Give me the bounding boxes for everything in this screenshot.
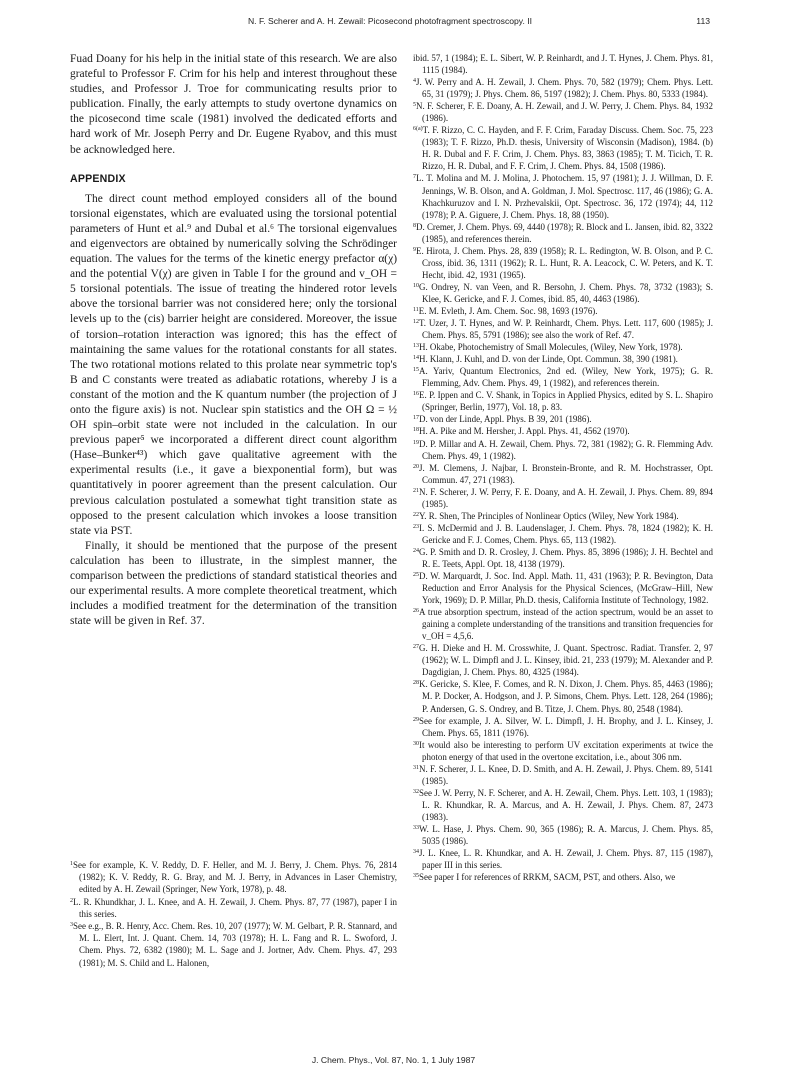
reference-number: 18: [413, 427, 419, 434]
appendix-heading: APPENDIX: [70, 172, 126, 185]
appendix-paragraph-2: Finally, it should be mentioned that the purpose of the present calculation has been to illustrate, in the simplest manner, the comparison between the predictions of standard statistical theories and our experimental results. A more complete theoretical treatment, which includes a modified treatment for the determination of the transition state will be given in Ref. 37.: [70, 539, 397, 628]
reference-number: 30: [413, 740, 419, 747]
reference-text: J. L. Knee, L. R. Khundkar, and A. H. Zewail, J. Chem. Phys. 87, 115 (1987), paper III in this series.: [419, 848, 713, 871]
reference-entry: [413, 172, 713, 220]
left-footnotes: [70, 859, 397, 969]
running-header: [70, 16, 710, 30]
reference-number: 10: [413, 282, 419, 289]
reference-number: 25: [413, 572, 419, 579]
reference-number: 28: [413, 680, 419, 687]
reference-number: 15: [413, 367, 419, 374]
reference-text: E. P. Ippen and C. V. Shank, in Topics in Applied Physics, edited by S. L. Shapiro (Springer, Berlin, 1977), Vol. 18, p. 83.: [419, 390, 713, 413]
reference-number: 24: [413, 547, 419, 554]
reference-text: J. M. Clemens, J. Najbar, I. Bronstein-Bronte, and R. M. Hochstrasser, Opt. Commun. 47, 271 (1983).: [419, 462, 713, 485]
reference-number: 19: [413, 439, 419, 446]
reference-text: D. Cremer, J. Chem. Phys. 69, 4440 (1978); R. Block and L. Jansen, ibid. 82, 3322 (1985), and references therein.: [416, 221, 713, 244]
reference-entry: [413, 739, 713, 763]
reference-entry: [413, 715, 713, 739]
reference-number: 27: [413, 644, 419, 651]
reference-text: A. Yariv, Quantum Electronics, 2nd ed. (Wiley, New York, 1975); G. R. Flemming, Adv. Chem. Phys. 49, 1 (1982), and references therein.: [419, 366, 713, 389]
reference-entry: [413, 76, 713, 100]
reference-text: D. P. Millar and A. H. Zewail, Chem. Phys. 72, 381 (1982); G. R. Flemming Adv. Chem. Phys. 49, 1 (1982).: [419, 438, 713, 461]
reference-entry: [413, 546, 713, 570]
reference-text: L. R. Khundkhar, J. L. Knee, and A. H. Zewail, J. Chem. Phys. 87, 77 (1987), paper I in this series.: [73, 896, 397, 919]
reference-text: N. F. Scherer, J. W. Perry, F. E. Doany, and A. H. Zewail, J. Phys. Chem. 89, 894 (1985).: [419, 486, 713, 509]
reference-entry: [413, 823, 713, 847]
reference-text: A true absorption spectrum, instead of the action spectrum, would be an asset to gaining a complete understanding of the transitions and transition frequencies for v_OH = 4,5,6.: [419, 607, 713, 642]
reference-number: 21: [413, 487, 419, 494]
reference-entry: [413, 100, 713, 124]
reference-text: E. Hirota, J. Chem. Phys. 28, 839 (1958); R. L. Redington, W. B. Olson, and P. C. Cross, ibid. 36, 1311 (1962); R. L. Hunt, R. A. Leacock, C. W. Peters, and K. T. Hecht, ibid. 42, 1931 (1965).: [416, 245, 713, 280]
reference-text: N. F. Scherer, F. E. Doany, A. H. Zewail, and J. W. Perry, J. Chem. Phys. 84, 1932 (1986).: [416, 101, 713, 124]
reference-entry: [413, 281, 713, 305]
reference-entry: [413, 606, 713, 642]
reference-entry: [413, 438, 713, 462]
reference-number: 16: [413, 391, 419, 398]
reference-number: 17: [413, 415, 419, 422]
reference-text: L. T. Molina and M. J. Molina, J. Photochem. 15, 97 (1981); J. J. Willman, D. F. Jennings, W. B. Olson, and A. Goldman, J. Mol. Spectrosc. 117, 46 (1986); G. A. Khachkuruzov and I. N. Przhevalskii, Opt. Spectrosc. 36, 172 (1974); 44, 112 (1978); P. A. Giguere, J. Chem. Phys. 18, 88 (1950).: [416, 173, 713, 220]
reference-number: 12: [413, 319, 419, 326]
reference-number: 34: [413, 849, 419, 856]
reference-text: N. F. Scherer, J. L. Knee, D. D. Smith, and A. H. Zewail, J. Phys. Chem. 89, 5141 (1985).: [419, 763, 713, 786]
reference-number: 23: [413, 523, 419, 530]
page-number: 113: [696, 16, 710, 26]
reference-number: 11: [413, 306, 419, 313]
reference-entry: [413, 353, 713, 365]
reference-entry: [413, 678, 713, 714]
reference-text: H. A. Pike and M. Hersher, J. Appl. Phys. 41, 4562 (1970).: [419, 426, 630, 437]
reference-entry: [413, 510, 713, 522]
reference-text: H. Okabe, Photochemistry of Small Molecules, (Wiley, New York, 1978).: [419, 342, 683, 353]
reference-text: Y. R. Shen, The Principles of Nonlinear Optics (Wiley, New York 1984).: [419, 510, 679, 521]
journal-footer: J. Chem. Phys., Vol. 87, No. 1, 1 July 1987: [311, 1055, 476, 1065]
reference-text: It would also be interesting to perform UV excitation experiments at twice the photon energy of that used in the overtone excitation, i.e., about 306 nm.: [419, 739, 713, 762]
reference-number: 1: [70, 861, 73, 867]
reference-number: 29: [413, 716, 419, 723]
reference-entry: [413, 365, 713, 389]
reference-number: 2: [70, 897, 73, 904]
reference-entry: [413, 221, 713, 245]
reference-text: W. L. Hase, J. Phys. Chem. 90, 365 (1986); R. A. Marcus, J. Chem. Phys. 85, 5035 (1986).: [419, 824, 713, 847]
running-title: N. F. Scherer and A. H. Zewail: Picosecond photofragment spectroscopy. II: [247, 16, 533, 26]
reference-number: 32: [413, 788, 419, 795]
reference-entry: [413, 570, 713, 606]
reference-text: G. P. Smith and D. R. Crosley, J. Chem. Phys. 85, 3896 (1986); J. H. Bechtel and R. E. Teets, Appl. Opt. 18, 4138 (1979).: [419, 546, 713, 569]
reference-number: 8: [413, 222, 416, 229]
reference-text: See for example, K. V. Reddy, D. F. Heller, and M. J. Berry, J. Chem. Phys. 76, 2814 (1982); K. V. Reddy, R. G. Bray, and M. J. Berry, in Advances in Laser Chemistry, edited by A. H. Zewail (Springer, New York, 1978), p. 48.: [73, 860, 397, 895]
reference-text: I. S. McDermid and J. B. Laudenslager, J. Chem. Phys. 78, 1824 (1982); K. H. Gericke and F. J. Comes, Chem. Phys. 65, 113 (1982).: [419, 522, 713, 545]
reference-number: 35: [413, 873, 419, 880]
reference-text: See e.g., B. R. Henry, Acc. Chem. Res. 10, 207 (1977); W. M. Gelbart, P. R. Stannard, and M. L. Elert, Int. J. Quant. Chem. 14, 703 (1978); H. L. Fang and R. L. Swoford, J. Chem. Phys. 72, 6382 (1980); M. L. Sage and J. Jortner, Adv. Chem. Phys. 47, 293 (1981); M. S. Child and L. Halonen,: [73, 921, 397, 968]
reference-number: 3: [70, 922, 73, 929]
left-column: [70, 52, 397, 629]
reference-number: 13: [413, 343, 419, 350]
reference-entry: [70, 920, 397, 969]
reference-entry: [413, 787, 713, 823]
reference-entry: [413, 522, 713, 546]
reference-text: D. von der Linde, Appl. Phys. B 39, 201 (1986).: [419, 414, 592, 425]
appendix-paragraph-1: The direct count method employed considers all of the bound torsional eigenstates, which are evaluated using the torsional potential parameters of Hunt et al.⁹ and Dubal et al.⁶ The torsional eigenvalues and eigenvectors are obtained by numerically solving the Schrödinger equation. The values for the terms of the kinetic energy prefactor α(χ) and the potential V(χ) are given in Table I for the ground and v_OH = 5 torsional potentials. The issue of treating the hindered rotor levels above the torsional barrier was not considered here; only the torsional levels up to the (cis) barrier height are considered. Moreover, the issue of torsion–rotation interaction was ignored; this has the effect of maintaining the same values for the rotational constants for all states. The two rotational motions related to this prolate near symmetric top's B and C constants were treated as adiabatic rotations, whereby J is a constant of the motion and the K quantum number (the projection of J onto the figure axis) is not. Nuclear spin statistics and the OH Ω = ½ OH spin–orbit state were not included in the calculation. In our previous paper⁵ we incorporated a different direct count algorithm (Hase–Bunker⁴³) which gave qualitative agreement with the experimental results (i.e., it gave a biexponential form), but was quantitatively in poorer agreement than the present calculation. Our previous calculation postulated a somewhat tight transition state as opposed to the present calculation which invokes a loose transition state via PST.: [70, 192, 397, 537]
reference-number: 31: [413, 764, 419, 771]
reference-entry: [413, 389, 713, 413]
reference-text: See J. W. Perry, N. F. Scherer, and A. H. Zewail, Chem. Phys. Lett. 103, 1 (1983); L. R. Khundkar, R. A. Marcus, and A. H. Zewail, J. Phys. Chem. 87, 2473 (1983).: [419, 787, 713, 822]
reference-entry: [413, 462, 713, 486]
acknowledgment-paragraph: Fuad Doany for his help in the initial state of this research. We are also grateful to Professor F. Crim for his help and interest throughout these studies, and Professor J. Troe for communicating results prior to publication. Finally, the early attempts to study overtone dynamics on the picosecond time scale (1981) involved the dedicated efforts and hard work of Mr. Joseph Perry and Dr. Eugene Ryabov, and this must be acknowledged here.: [70, 53, 397, 156]
reference-list: [413, 52, 713, 883]
reference-entry: [70, 859, 397, 896]
reference-entry: [413, 847, 713, 871]
reference-number: 20: [413, 463, 419, 470]
reference-text: K. Gericke, S. Klee, F. Comes, and R. N. Dixon, J. Chem. Phys. 85, 4463 (1986); M. P. Docker, A. Hodgson, and J. P. Simons, Chem. Phys. Lett. 128, 264 (1986); P. Andersen, G. S. Ondrey, and B. Titze, J. Chem. Phys. 80, 2548 (1984).: [419, 679, 713, 714]
reference-entry: [413, 871, 713, 883]
reference-number: 6(a): [413, 126, 423, 133]
reference-text: H. Klann, J. Kuhl, and D. von der Linde, Opt. Commun. 38, 390 (1981).: [419, 354, 678, 365]
reference-entry: [413, 124, 713, 172]
reference-number: 33: [413, 825, 419, 831]
reference-number: 14: [413, 355, 419, 362]
reference-text: J. W. Perry and A. H. Zewail, J. Chem. Phys. 70, 582 (1979); Chem. Phys. Lett. 65, 31 (1979); J. Phys. Chem. 86, 5197 (1982); J. Chem. Phys. 80, 5333 (1984).: [416, 77, 713, 100]
reference-number: 9: [413, 246, 416, 253]
reference-number: 26: [413, 608, 419, 615]
reference-entry: [413, 341, 713, 353]
reference-text: See paper I for references of RRKM, SACM, PST, and others. Also, we: [419, 872, 676, 883]
reference-number: 4: [413, 78, 416, 85]
reference-entry: [413, 245, 713, 281]
reference-number: 5: [413, 102, 416, 109]
reference-entry: [413, 763, 713, 787]
reference-text: D. W. Marquardt, J. Soc. Ind. Appl. Math. 11, 431 (1963); P. R. Bevington, Data Reduction and Error Analysis for the Physical Sciences, (McGraw–Hill, New York, 1969); D. P. Millar, Ph.D. thesis, California Institute of Technology, 1982.: [419, 571, 713, 606]
reference-number: 22: [413, 511, 419, 518]
reference-entry: [413, 486, 713, 510]
reference-number: 7: [413, 174, 416, 181]
reference-text: G. Ondrey, N. van Veen, and R. Bersohn, J. Chem. Phys. 78, 3732 (1983); S. Klee, K. Gericke, and F. J. Comes, ibid. 85, 40, 4463 (1986).: [419, 281, 713, 304]
reference-entry: [413, 305, 713, 317]
reference-entry: [413, 52, 713, 76]
reference-text: ibid. 57, 1 (1984); E. L. Sibert, W. P. Reinhardt, and J. T. Hynes, J. Chem. Phys. 81, 1115 (1984).: [413, 53, 713, 76]
reference-text: See for example, J. A. Silver, W. L. Dimpfl, J. H. Brophy, and J. L. Kinsey, J. Chem. Phys. 65, 1811 (1976).: [419, 715, 713, 738]
reference-text: T. Uzer, J. T. Hynes, and W. P. Reinhardt, Chem. Phys. Lett. 117, 600 (1985); J. Chem. Phys. 85, 5791 (1986); see also the work of Ref. 47.: [419, 318, 713, 341]
reference-entry: [413, 425, 713, 437]
reference-entry: [413, 642, 713, 678]
reference-text: G. H. Dieke and H. M. Crosswhite, J. Quant. Spectrosc. Radiat. Transfer. 2, 97 (1962); W. L. Dimpfl and J. L. Kinsey, ibid. 21, 233 (1979); M. Alexander and P. Dagdigian, J. Chem. Phys. 80, 4325 (1984).: [419, 643, 713, 678]
reference-text: E. M. Evleth, J. Am. Chem. Soc. 98, 1693 (1976).: [418, 305, 598, 316]
reference-text: T. F. Rizzo, C. C. Hayden, and F. F. Crim, Faraday Discuss. Chem. Soc. 75, 223 (1983); T. F. Rizzo, Ph.D. thesis, University of Wisconsin (Madison), 1984. (b) H. R. Dubal and F. F. Crim, J. Chem. Phys. 83, 3863 (1985); T. M. Ticich, T. R. Rizzo, H. R. Dubal, and F. F. Crim, J. Chem. Phys. 84, 1508 (1986).: [422, 125, 713, 172]
reference-entry: [413, 317, 713, 341]
reference-entry: [70, 896, 397, 920]
reference-entry: [413, 413, 713, 425]
